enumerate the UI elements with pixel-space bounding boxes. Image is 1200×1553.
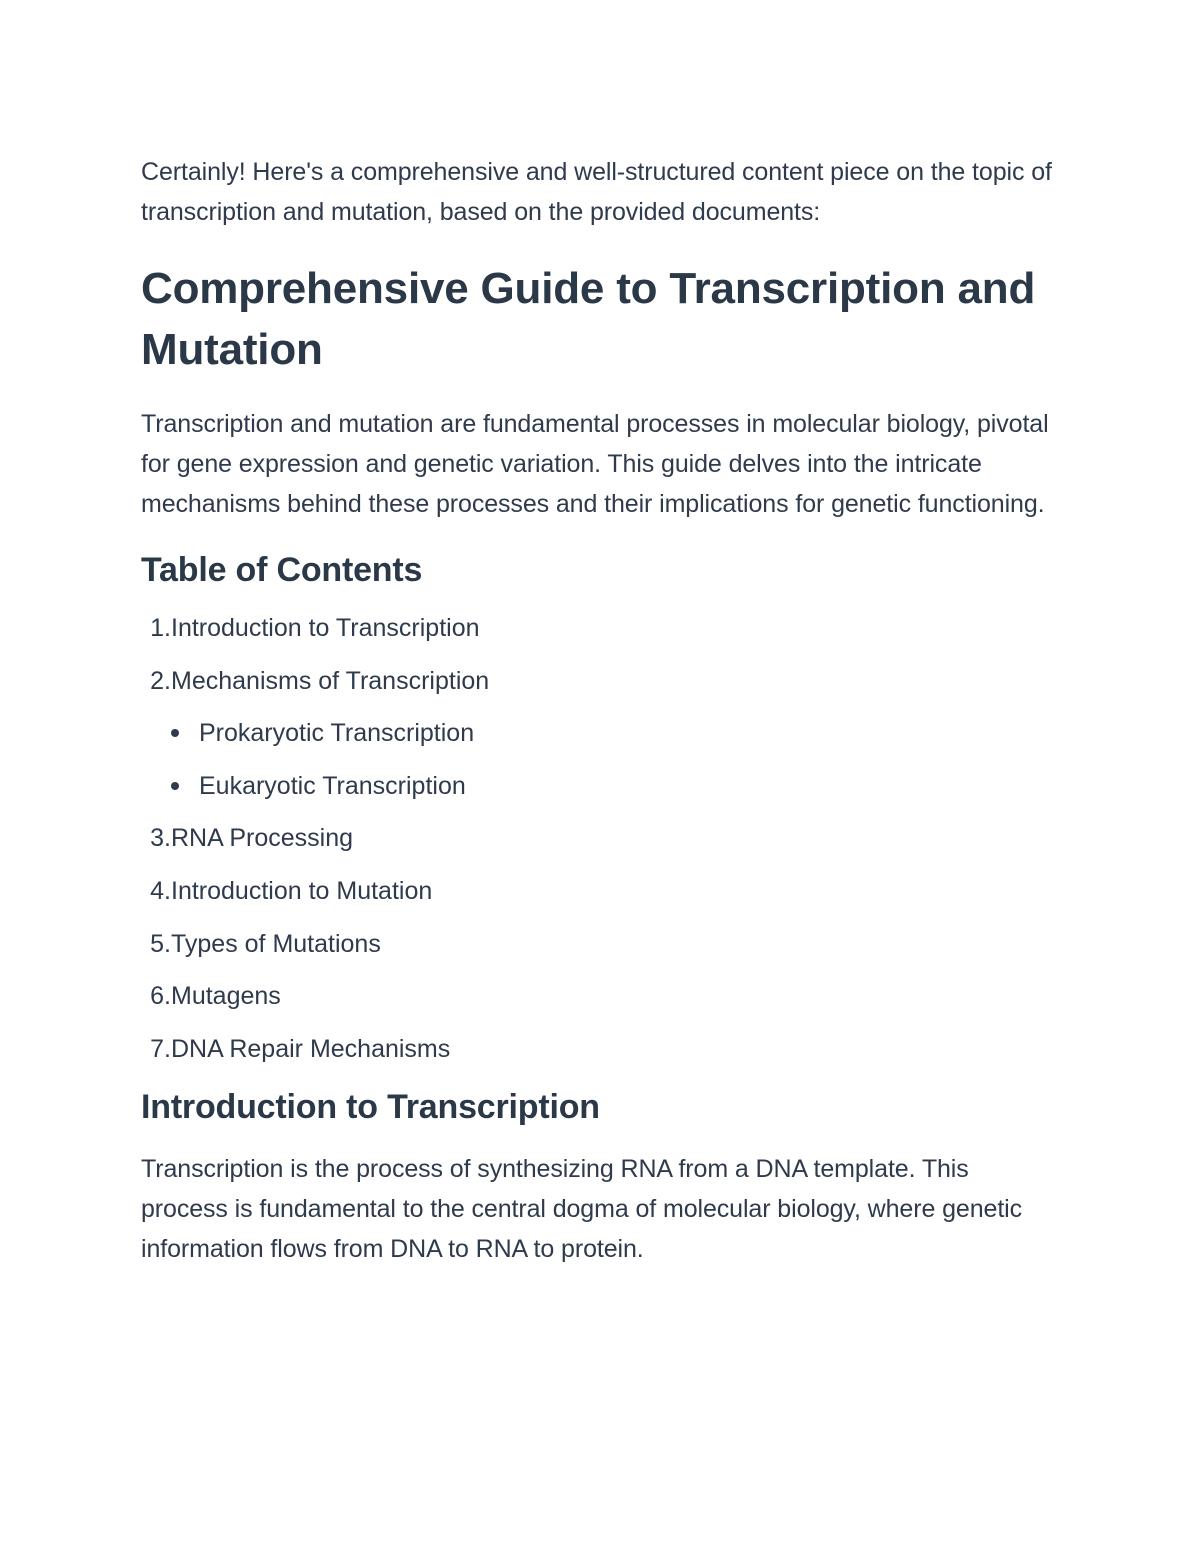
toc-item-number: 4. (150, 876, 171, 905)
toc-item-number: 6. (150, 982, 171, 1011)
toc-item-number: 3. (150, 824, 171, 853)
toc-item (141, 822, 1061, 854)
toc-item-label: Mutagens (171, 982, 281, 1011)
toc-item (141, 928, 1061, 960)
toc-item-number: 2. (150, 666, 171, 695)
toc-item-label: RNA Processing (171, 824, 354, 853)
toc-item-number: 7. (150, 1034, 171, 1063)
toc-heading: Table of Contents (141, 551, 423, 589)
section-heading-intro-transcription: Introduction to Transcription (141, 1088, 600, 1127)
toc-item (141, 1033, 1061, 1065)
toc-item-label: Mechanisms of Transcription (171, 666, 490, 695)
toc-item-number: 5. (150, 929, 171, 958)
toc-item (141, 665, 1061, 697)
intro-text: Certainly! Here's a comprehensive and well-structured content piece on the topic of transcription and mutation, based on the provided documents: (141, 158, 1052, 226)
toc-item-label: DNA Repair Mechanisms (171, 1034, 451, 1063)
toc-item-label: Introduction to Mutation (171, 876, 433, 905)
toc-subitem (141, 770, 1061, 802)
toc-subitem-label: Prokaryotic Transcription (199, 719, 475, 748)
table-of-contents (141, 612, 1061, 1065)
bullet-icon (171, 729, 179, 737)
lead-paragraph: Transcription and mutation are fundamental processes in molecular biology, pivotal for gene expression and genetic variation. This guide delves into the intricate mechanisms behind these processes and their implications for genetic functioning. (141, 410, 1049, 518)
toc-subitem-label: Eukaryotic Transcription (199, 771, 466, 800)
page-title: Comprehensive Guide to Transcription and Mutation (141, 264, 1036, 374)
toc-item (141, 875, 1061, 907)
toc-item-number: 1. (150, 614, 171, 642)
toc-item (141, 612, 1061, 644)
section-paragraph: Transcription is the process of synthesizing RNA from a DNA template. This process is fundamental to the central dogma of molecular biology, where genetic information flows from DNA to RNA to protein. (141, 1155, 1023, 1264)
toc-item-label: Introduction to Transcription (171, 614, 480, 642)
document-page (141, 152, 1061, 1269)
toc-subitem (141, 717, 1061, 749)
bullet-icon (171, 782, 179, 790)
toc-item (141, 980, 1061, 1012)
toc-item-label: Types of Mutations (171, 929, 381, 958)
